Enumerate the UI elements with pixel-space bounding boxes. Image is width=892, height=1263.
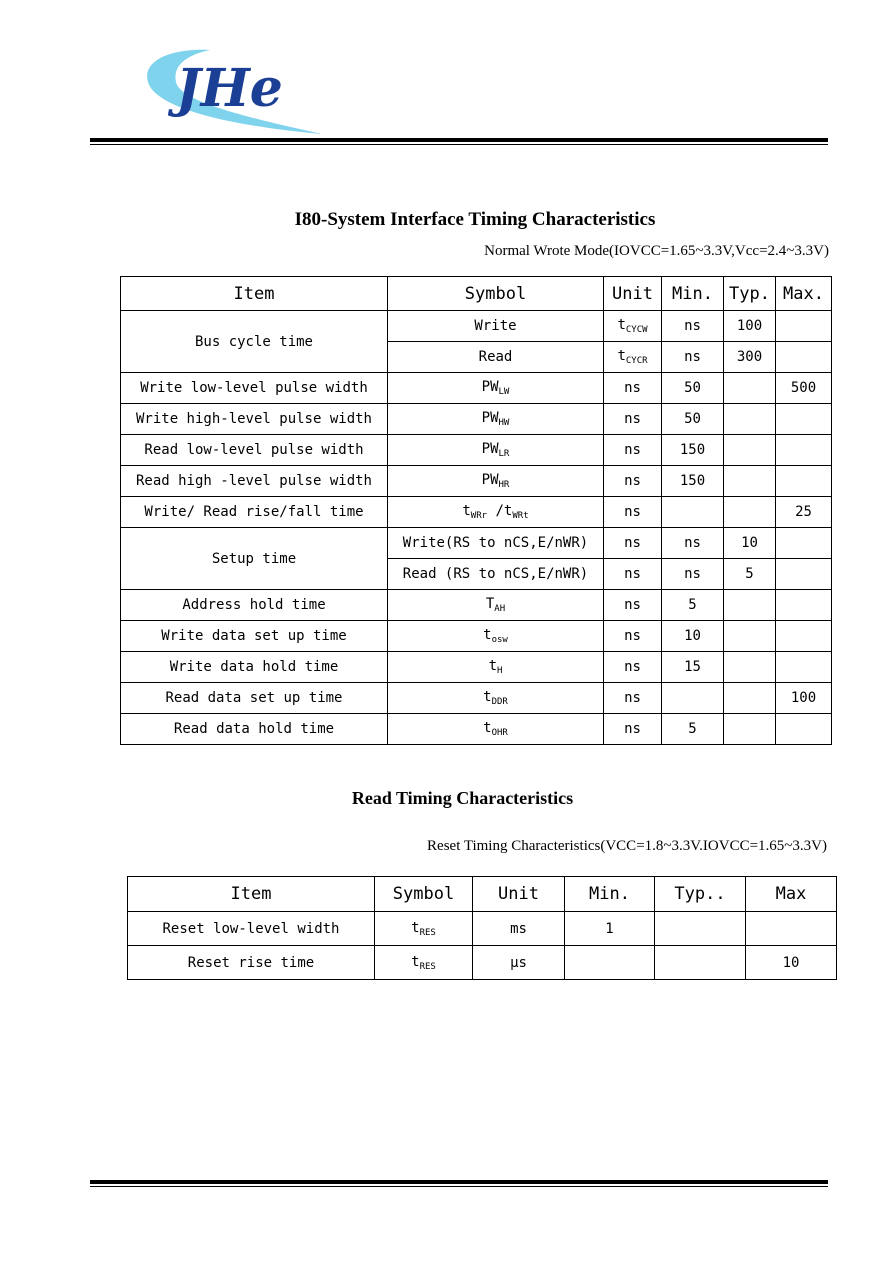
unit-cell: ns [604, 621, 662, 652]
symbol-cell: $t_{CYCR}$ [604, 342, 662, 373]
min-cell: 1 [565, 912, 655, 946]
max-cell: 25 [776, 497, 832, 528]
item-cell: Write data set up time [121, 621, 388, 652]
table2-title: Read Timing Characteristics [351, 788, 574, 808]
max-cell: 500 [776, 373, 832, 404]
symbol-cell: $T_{AH}$ [388, 590, 604, 621]
table-header-row [128, 877, 837, 912]
min-cell: 150 [662, 435, 724, 466]
symbol-cell: $PW_{HR}$ [388, 466, 604, 497]
condition-cell: Write [388, 311, 604, 342]
typ-cell [724, 373, 776, 404]
typ-cell: 10 [724, 528, 776, 559]
company-logo [140, 44, 330, 136]
item-cell: Read high -level pulse width [121, 466, 388, 497]
condition-cell: Read [388, 342, 604, 373]
table-row [121, 683, 832, 714]
logo-letters: JHe [176, 58, 283, 119]
min-cell: 5 [662, 590, 724, 621]
item-cell: Write data hold time [121, 652, 388, 683]
symbol-cell: $t_{RES}$ [375, 912, 473, 946]
header-cell: Min. [662, 277, 724, 311]
table-row [128, 946, 837, 980]
header-cell: Max. [776, 277, 832, 311]
header-cell: Typ.. [655, 877, 746, 912]
typ-cell [724, 652, 776, 683]
max-cell [776, 528, 832, 559]
unit-cell: ns [604, 652, 662, 683]
typ-cell: 100 [724, 311, 776, 342]
unit-cell: ns [604, 497, 662, 528]
header-rule [90, 138, 828, 142]
max-cell [776, 590, 832, 621]
min-cell [565, 946, 655, 980]
table-row [121, 714, 832, 745]
max-cell: 100 [776, 683, 832, 714]
table-row [121, 528, 832, 559]
min-cell: ns [662, 528, 724, 559]
header-cell: Unit [604, 277, 662, 311]
table1-condition: Normal Wrote Mode(IOVCC=1.65~3.3V,Vcc=2.4~3.3V) [484, 243, 829, 259]
max-cell [746, 912, 837, 946]
item-cell: Write/ Read rise/fall time [121, 497, 388, 528]
item-cell: Write high-level pulse width [121, 404, 388, 435]
table-row [121, 652, 832, 683]
symbol-cell: $t_{WRr}$ $/t_{WRt}$ [388, 497, 604, 528]
typ-cell [724, 621, 776, 652]
unit-cell: ns [604, 373, 662, 404]
symbol-cell: $PW_{LR}$ [388, 435, 604, 466]
unit-cell: μs [473, 946, 565, 980]
item-cell: Write low-level pulse width [121, 373, 388, 404]
symbol-cell: $t_{OHR}$ [388, 714, 604, 745]
table-row [121, 404, 832, 435]
unit-cell: ns [604, 404, 662, 435]
typ-cell [724, 435, 776, 466]
max-cell [776, 342, 832, 373]
condition-cell: Read (RS to nCS,E/nWR) [388, 559, 604, 590]
unit-cell: ns [662, 342, 724, 373]
max-cell [776, 652, 832, 683]
header-cell: Unit [473, 877, 565, 912]
min-cell: 50 [662, 373, 724, 404]
max-cell [776, 404, 832, 435]
reset-timing-table [127, 876, 837, 980]
symbol-cell: $PW_{LW}$ [388, 373, 604, 404]
table-row [121, 311, 832, 342]
max-cell [776, 714, 832, 745]
max-cell [776, 621, 832, 652]
typ-cell: 5 [724, 559, 776, 590]
footer-rule-thin [90, 1186, 828, 1187]
header-rule-thin [90, 144, 828, 145]
header-cell: Item [121, 277, 388, 311]
min-cell: 150 [662, 466, 724, 497]
table-row [121, 435, 832, 466]
table-header-row [121, 277, 832, 311]
unit-cell: ns [604, 528, 662, 559]
symbol-cell: $t_{osw}$ [388, 621, 604, 652]
typ-cell [724, 590, 776, 621]
unit-cell: ns [604, 466, 662, 497]
i80-timing-table [120, 276, 832, 745]
symbol-cell: $t_{DDR}$ [388, 683, 604, 714]
min-cell: 15 [662, 652, 724, 683]
header-cell: Typ. [724, 277, 776, 311]
header-cell: Symbol [375, 877, 473, 912]
footer-rule [90, 1180, 828, 1184]
typ-cell [724, 404, 776, 435]
table2-condition: Reset Timing Characteristics(VCC=1.8~3.3V.IOVCC=1.65~3.3V) [427, 838, 827, 854]
min-cell: 50 [662, 404, 724, 435]
max-cell [776, 466, 832, 497]
max-cell [776, 435, 832, 466]
min-cell: 5 [662, 714, 724, 745]
unit-cell: ns [604, 590, 662, 621]
symbol-cell: $PW_{HW}$ [388, 404, 604, 435]
header-cell: Max [746, 877, 837, 912]
unit-cell: ns [604, 714, 662, 745]
min-cell [662, 683, 724, 714]
typ-cell [724, 497, 776, 528]
table-row [121, 590, 832, 621]
symbol-cell: $t_H$ [388, 652, 604, 683]
table-row [128, 912, 837, 946]
min-cell [662, 497, 724, 528]
header-cell: Symbol [388, 277, 604, 311]
symbol-cell: $t_{CYCW}$ [604, 311, 662, 342]
min-cell: ns [662, 559, 724, 590]
typ-cell [655, 912, 746, 946]
item-cell: Setup time [121, 528, 388, 590]
unit-cell: ns [662, 311, 724, 342]
max-cell [776, 311, 832, 342]
max-cell: 10 [746, 946, 837, 980]
item-cell: Reset low-level width [128, 912, 375, 946]
item-cell: Bus cycle time [121, 311, 388, 373]
typ-cell [724, 466, 776, 497]
symbol-cell: $t_{RES}$ [375, 946, 473, 980]
item-cell: Reset rise time [128, 946, 375, 980]
table-row [121, 373, 832, 404]
item-cell: Read data hold time [121, 714, 388, 745]
item-cell: Address hold time [121, 590, 388, 621]
typ-cell: 300 [724, 342, 776, 373]
unit-cell: ms [473, 912, 565, 946]
table-row [121, 466, 832, 497]
table-row [121, 621, 832, 652]
unit-cell: ns [604, 559, 662, 590]
unit-cell: ns [604, 435, 662, 466]
typ-cell [724, 683, 776, 714]
min-cell: 10 [662, 621, 724, 652]
header-cell: Item [128, 877, 375, 912]
item-cell: Read data set up time [121, 683, 388, 714]
unit-cell: ns [604, 683, 662, 714]
max-cell [776, 559, 832, 590]
condition-cell: Write(RS to nCS,E/nWR) [388, 528, 604, 559]
table1-title: I80-System Interface Timing Characteristics [294, 209, 656, 230]
item-cell: Read low-level pulse width [121, 435, 388, 466]
table-row [121, 497, 832, 528]
header-cell: Min. [565, 877, 655, 912]
typ-cell [724, 714, 776, 745]
typ-cell [655, 946, 746, 980]
